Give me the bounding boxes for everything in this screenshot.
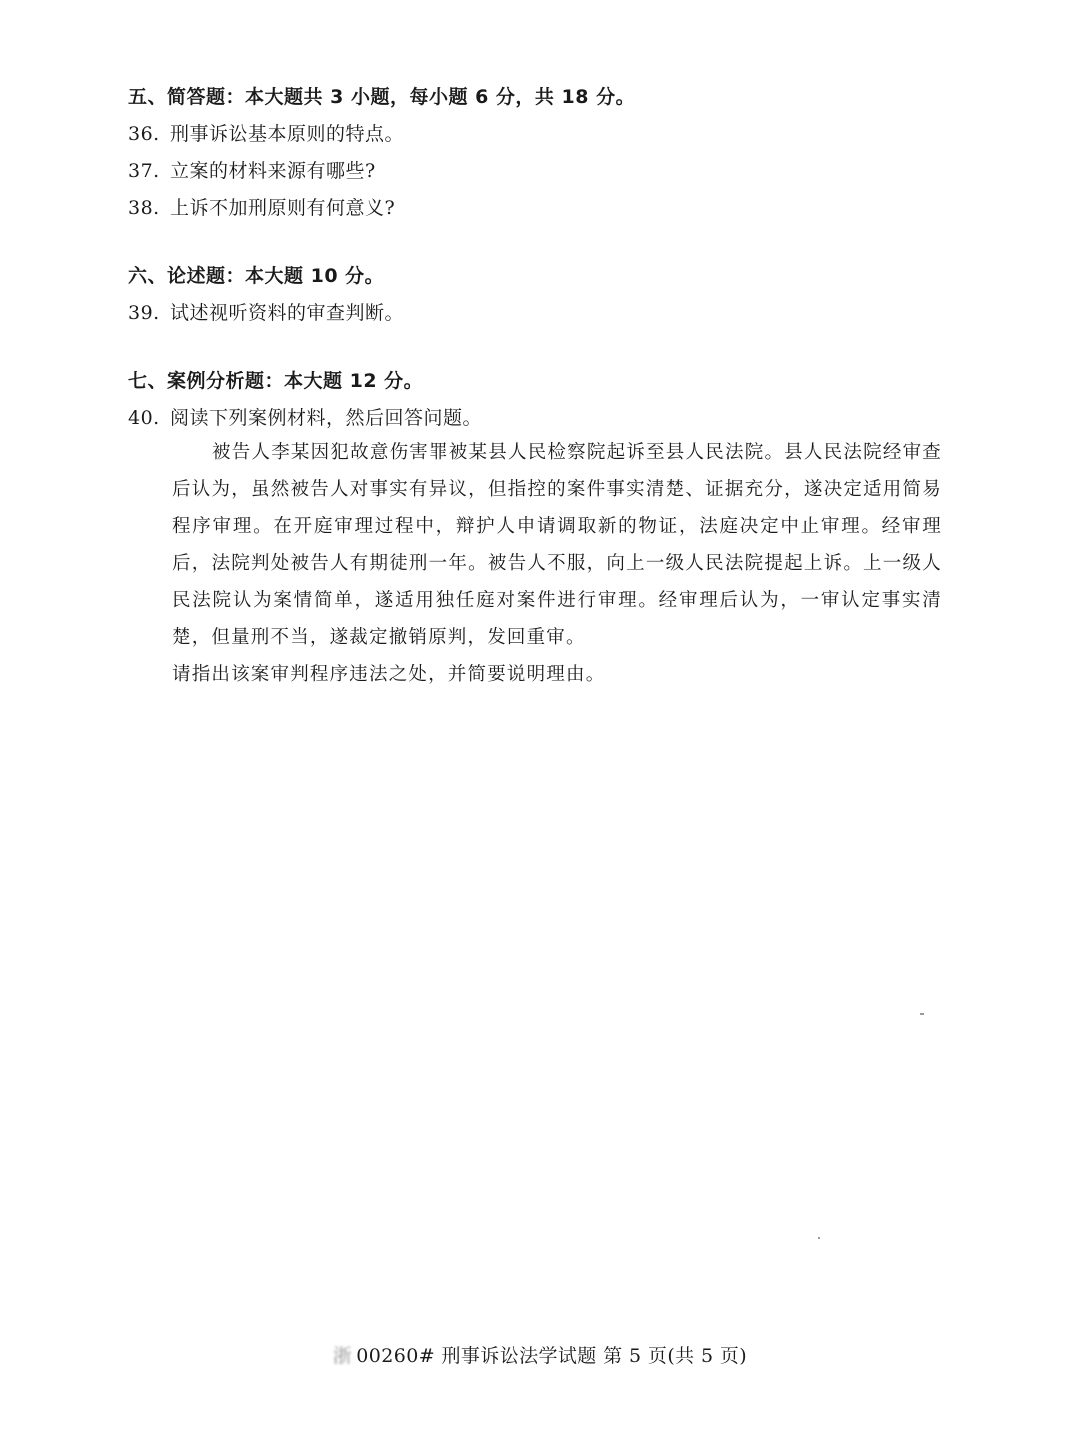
question-number: 38. — [128, 197, 160, 219]
scan-artifact — [920, 1013, 924, 1015]
question-number: 36. — [128, 123, 160, 145]
course-code: 00260# — [356, 1345, 436, 1367]
question-text: 上诉不加刑原则有何意义? — [170, 197, 396, 219]
section-heading-case-analysis: 七、案例分析题：本大题 12 分。 — [128, 370, 424, 392]
question-item — [128, 300, 404, 326]
case-paragraph: 被告人李某因犯故意伤害罪被某县人民检察院起诉至县人民法院。县人民法院经审查后认为，虽然被告人对事实有异议，但指控的案件事实清楚、证据充分，遂决定适用简易程序审理。在开庭审理过程中，辩护人申请调取新的物证，法庭决定中止审理。经审理后，法院判处被告人有期徒刑一年。被告人不服，向上一级人民法院提起上诉。上一级人民法院认为案情简单，遂适用独任庭对案件进行审理。经审理后认为，一审认定事实清楚，但量刑不当，遂裁定撤销原判，发回重审。 — [172, 442, 942, 648]
question-item — [128, 405, 482, 431]
question-item — [128, 158, 376, 184]
question-text: 阅读下列案例材料，然后回答问题。 — [170, 407, 483, 429]
page-footer — [0, 1343, 1080, 1369]
question-item — [128, 121, 404, 147]
scan-artifact — [818, 1237, 820, 1239]
blurred-prefix: 浙 — [332, 1345, 353, 1367]
question-text: 立案的材料来源有哪些? — [170, 160, 376, 182]
section-heading-essay: 六、论述题：本大题 10 分。 — [128, 265, 385, 287]
question-text: 刑事诉讼基本原则的特点。 — [170, 123, 405, 145]
question-number: 39. — [128, 302, 160, 324]
question-item — [128, 195, 395, 221]
question-text: 试述视听资料的审查判断。 — [170, 302, 405, 324]
case-question: 请指出该案审判程序违法之处，并简要说明理由。 — [172, 664, 606, 685]
exam-title: 刑事诉讼法学试题 — [441, 1345, 597, 1367]
question-number: 37. — [128, 160, 160, 182]
case-material — [172, 434, 942, 693]
section-heading-short-answer: 五、简答题：本大题共 3 小题，每小题 6 分，共 18 分。 — [128, 86, 636, 108]
page-number: 第 5 页(共 5 页) — [603, 1345, 748, 1367]
question-number: 40. — [128, 407, 160, 429]
